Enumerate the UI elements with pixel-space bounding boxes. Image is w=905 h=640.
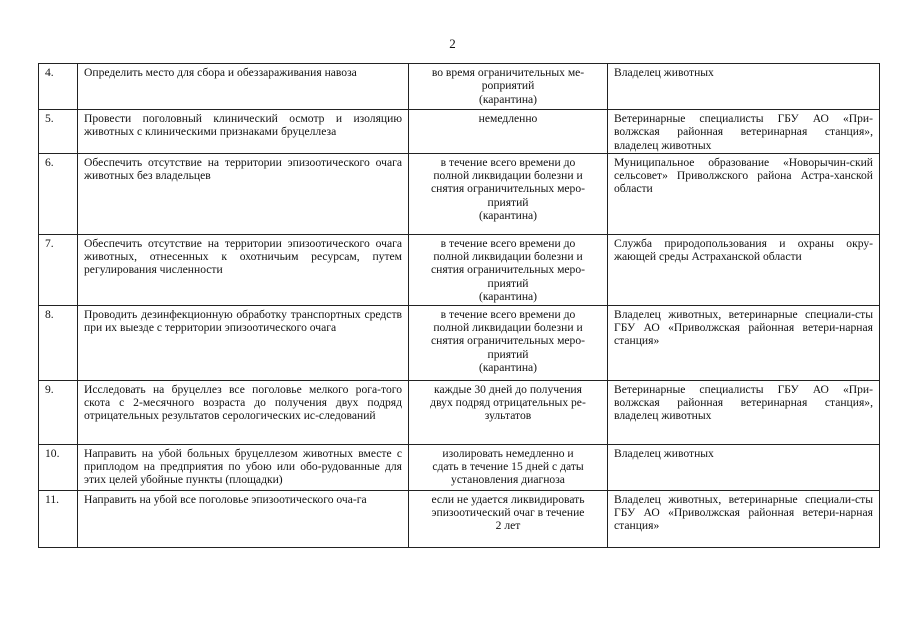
term-cell: в течение всего времени до полной ликвидации болезни и снятия ограничительных меро- приятий (карантина) — [409, 234, 608, 305]
measures-table — [38, 63, 880, 548]
table-row — [39, 110, 880, 154]
action-cell: Провести поголовный клинический осмотр и изоляцию животных с клиническими признаками бруцеллеза — [78, 110, 409, 154]
responsible-cell: Владелец животных — [608, 444, 880, 490]
table-row — [39, 153, 880, 234]
table-body — [39, 64, 880, 548]
row-number: 9. — [39, 380, 78, 444]
action-cell: Определить место для сбора и обеззараживания навоза — [78, 64, 409, 110]
row-number: 5. — [39, 110, 78, 154]
table-row — [39, 444, 880, 490]
responsible-cell: Муниципальное образование «Новорычин-ский сельсовет» Приволжского района Астра-ханской области — [608, 153, 880, 234]
action-cell: Направить на убой все поголовье эпизоотического оча-га — [78, 490, 409, 547]
row-number: 7. — [39, 234, 78, 305]
table-row — [39, 64, 880, 110]
responsible-cell: Владелец животных, ветеринарные специали-сты ГБУ АО «Приволжская районная ветери-нарная станция» — [608, 490, 880, 547]
row-number: 6. — [39, 153, 78, 234]
responsible-cell: Владелец животных, ветеринарные специали-сты ГБУ АО «Приволжская районная ветери-нарная станция» — [608, 305, 880, 380]
table-row — [39, 305, 880, 380]
term-cell: если не удается ликвидировать эпизоотический очаг в течение 2 лет — [409, 490, 608, 547]
term-cell: изолировать немедленно и сдать в течение 15 дней с даты установления диагноза — [409, 444, 608, 490]
row-number: 10. — [39, 444, 78, 490]
action-cell: Проводить дезинфекционную обработку транспортных средств при их выезде с территории эпизоотического очага — [78, 305, 409, 380]
term-cell: в течение всего времени до полной ликвидации болезни и снятия ограничительных меро- приятий (карантина) — [409, 153, 608, 234]
action-cell: Обеспечить отсутствие на территории эпизоотического очага животных, отнесенных к охотничьим ресурсам, путем регулирования численности — [78, 234, 409, 305]
responsible-cell: Служба природопользования и охраны окру-жающей среды Астраханской области — [608, 234, 880, 305]
row-number: 8. — [39, 305, 78, 380]
action-cell: Исследовать на бруцеллез все поголовье мелкого рога-того скота с 2-месячного возраста до получения двух подряд отрицательных результатов серологических ис-следований — [78, 380, 409, 444]
row-number: 4. — [39, 64, 78, 110]
responsible-cell: Ветеринарные специалисты ГБУ АО «При-волжская районная ветеринарная станция», владелец животных — [608, 110, 880, 154]
responsible-cell: Владелец животных — [608, 64, 880, 110]
action-cell: Обеспечить отсутствие на территории эпизоотического очага животных без владельцев — [78, 153, 409, 234]
term-cell: каждые 30 дней до получения двух подряд отрицательных ре- зультатов — [409, 380, 608, 444]
table-row — [39, 380, 880, 444]
term-cell: немедленно — [409, 110, 608, 154]
responsible-cell: Ветеринарные специалисты ГБУ АО «При-волжская районная ветеринарная станция», владелец животных — [608, 380, 880, 444]
page-number: 2 — [449, 36, 456, 51]
table-row — [39, 490, 880, 547]
row-number: 11. — [39, 490, 78, 547]
term-cell: во время ограничительных ме- роприятий (карантина) — [409, 64, 608, 110]
action-cell: Направить на убой больных бруцеллезом животных вместе с приплодом на предприятия по убою или обо-рудованные для этих целей убойные пункты (площадки) — [78, 444, 409, 490]
term-cell: в течение всего времени до полной ликвидации болезни и снятия ограничительных меро- приятий (карантина) — [409, 305, 608, 380]
table-row — [39, 234, 880, 305]
